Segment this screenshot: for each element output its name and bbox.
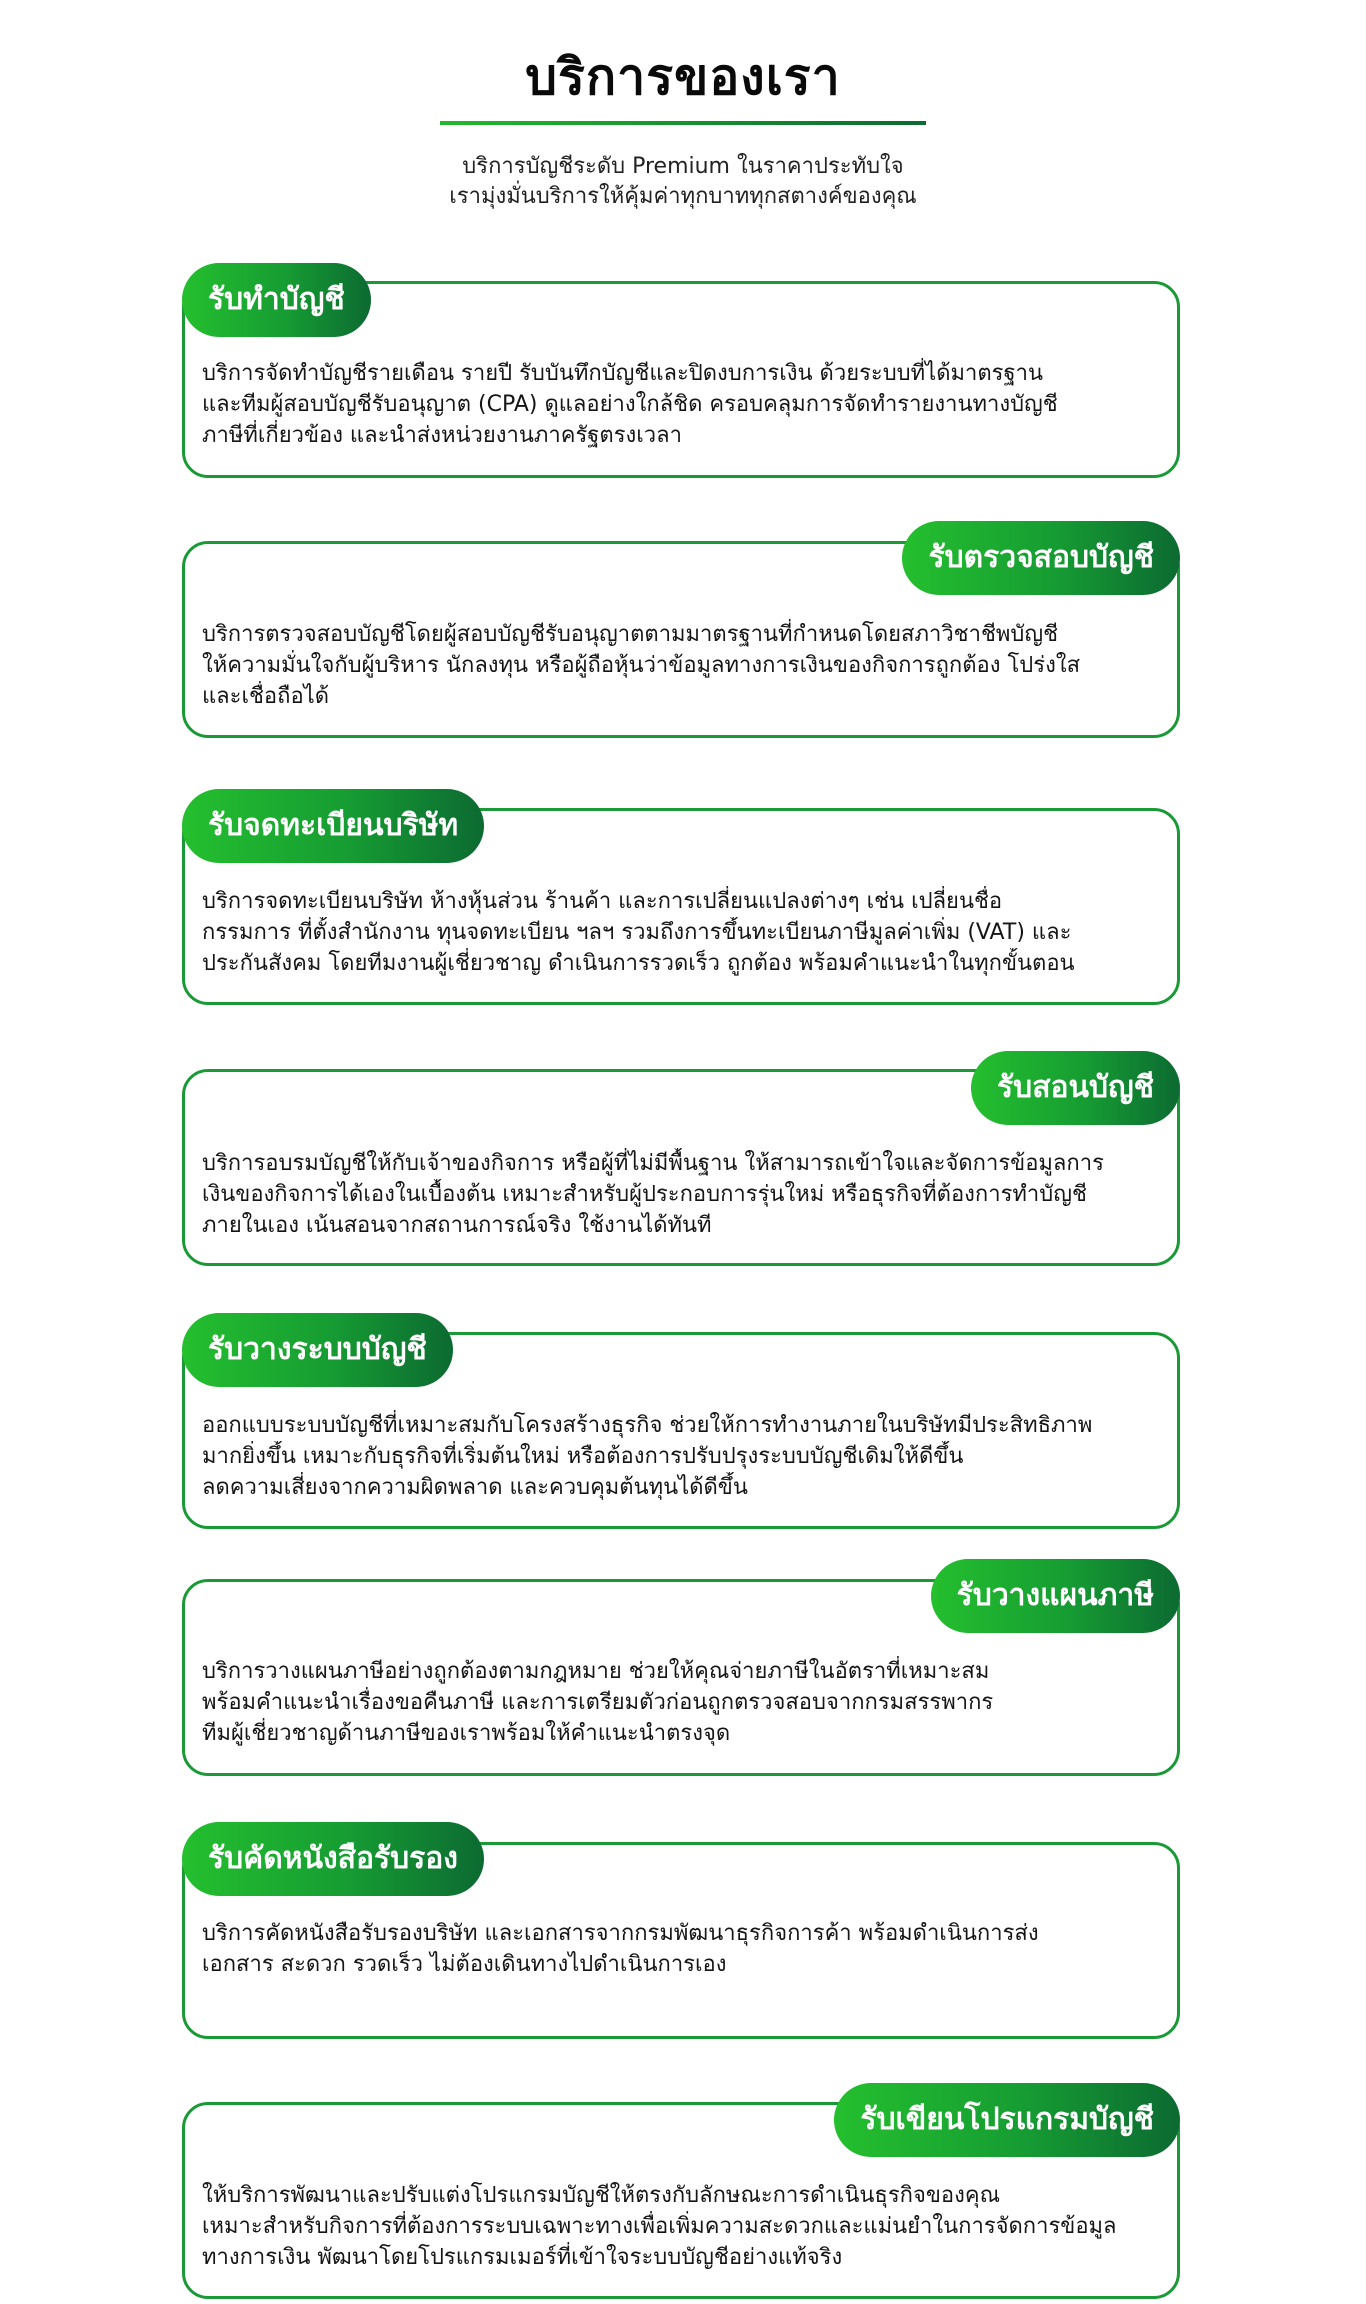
description-line: พร้อมคำแนะนำเรื่องขอคืนภาษี และการเตรียมตัวก่อนถูกตรวจสอบจากกรมสรรพากร	[202, 1690, 994, 1715]
page-title: บริการของเรา	[525, 48, 841, 106]
service-title-badge: รับทำบัญชี	[182, 263, 371, 337]
description-line: เหมาะสำหรับกิจการที่ต้องการระบบเฉพาะทางเพื่อเพิ่มความสะดวกและแม่นยำในการจัดการข้อมูล	[202, 2214, 1117, 2239]
service-description	[202, 1148, 1162, 1241]
service-title-badge: รับจดทะเบียนบริษัท	[182, 789, 484, 863]
description-line: และทีมผู้สอบบัญชีรับอนุญาต (CPA) ดูแลอย่างใกล้ชิด ครอบคลุมการจัดทำรายงานทางบัญชี	[202, 392, 1058, 417]
service-title-badge: รับตรวจสอบบัญชี	[902, 521, 1180, 595]
description-line: ให้ความมั่นใจกับผู้บริหาร นักลงทุน หรือผู้ถือหุ้นว่าข้อมูลทางการเงินของกิจการถูกต้อง โปร่งใส	[202, 653, 1080, 678]
page-subtitle	[0, 152, 1366, 212]
description-line: ออกแบบระบบบัญชีที่เหมาะสมกับโครงสร้างธุรกิจ ช่วยให้การทำงานภายในบริษัทมีประสิทธิภาพ	[202, 1413, 1093, 1438]
description-line: บริการคัดหนังสือรับรองบริษัท และเอกสารจากกรมพัฒนาธุรกิจการค้า พร้อมดำเนินการส่ง	[202, 1921, 1039, 1946]
subtitle-line: บริการบัญชีระดับ Premium ในราคาประทับใจ	[462, 154, 904, 179]
service-description	[202, 886, 1162, 979]
description-line: เอกสาร สะดวก รวดเร็ว ไม่ต้องเดินทางไปดำเนินการเอง	[202, 1952, 727, 1977]
service-description	[202, 1918, 1162, 1980]
subtitle-line: เรามุ่งมั่นบริการให้คุ้มค่าทุกบาททุกสตางค์ของคุณ	[449, 184, 917, 209]
service-description	[202, 358, 1162, 451]
description-line: ประกันสังคม โดยทีมงานผู้เชี่ยวชาญ ดำเนินการรวดเร็ว ถูกต้อง พร้อมคำแนะนำในทุกขั้นตอน	[202, 951, 1075, 976]
service-title-badge: รับคัดหนังสือรับรอง	[182, 1822, 484, 1896]
service-title-badge: รับวางแผนภาษี	[931, 1559, 1180, 1633]
service-description	[202, 619, 1162, 712]
service-description	[202, 1656, 1162, 1749]
description-line: เงินของกิจการได้เองในเบื้องต้น เหมาะสำหรับผู้ประกอบการรุ่นใหม่ หรือธุรกิจที่ต้องการทำบัญชี	[202, 1182, 1087, 1207]
description-line: บริการจัดทำบัญชีรายเดือน รายปี รับบันทึกบัญชีและปิดงบการเงิน ด้วยระบบที่ได้มาตรฐาน	[202, 361, 1043, 386]
service-description	[202, 1410, 1162, 1503]
description-line: ภาษีที่เกี่ยวข้อง และนำส่งหน่วยงานภาครัฐตรงเวลา	[202, 423, 682, 448]
description-line: บริการอบรมบัญชีให้กับเจ้าของกิจการ หรือผู้ที่ไม่มีพื้นฐาน ให้สามารถเข้าใจและจัดการข้อมูลการ	[202, 1151, 1104, 1176]
service-title-badge: รับวางระบบบัญชี	[182, 1313, 453, 1387]
title-underline	[440, 121, 926, 125]
description-line: ภายในเอง เน้นสอนจากสถานการณ์จริง ใช้งานได้ทันที	[202, 1213, 712, 1238]
description-line: กรรมการ ที่ตั้งสำนักงาน ทุนจดทะเบียน ฯลฯ รวมถึงการขึ้นทะเบียนภาษีมูลค่าเพิ่ม (VAT) และ	[202, 920, 1072, 945]
service-title-badge: รับสอนบัญชี	[971, 1051, 1180, 1125]
description-line: ลดความเสี่ยงจากความผิดพลาด และควบคุมต้นทุนได้ดีขึ้น	[202, 1475, 748, 1500]
description-line: บริการจดทะเบียนบริษัท ห้างหุ้นส่วน ร้านค้า และการเปลี่ยนแปลงต่างๆ เช่น เปลี่ยนชื่อ	[202, 889, 1003, 914]
description-line: และเชื่อถือได้	[202, 684, 330, 709]
description-line: บริการวางแผนภาษีอย่างถูกต้องตามกฎหมาย ช่วยให้คุณจ่ายภาษีในอัตราที่เหมาะสม	[202, 1659, 990, 1684]
description-line: ทางการเงิน พัฒนาโดยโปรแกรมเมอร์ที่เข้าใจระบบบัญชีอย่างแท้จริง	[202, 2245, 843, 2270]
service-description	[202, 2180, 1162, 2273]
service-title-badge: รับเขียนโปรแกรมบัญชี	[834, 2083, 1180, 2157]
description-line: มากยิ่งขึ้น เหมาะกับธุรกิจที่เริ่มต้นใหม่ หรือต้องการปรับปรุงระบบบัญชีเดิมให้ดีขึ้น	[202, 1444, 964, 1469]
description-line: บริการตรวจสอบบัญชีโดยผู้สอบบัญชีรับอนุญาตตามมาตรฐานที่กำหนดโดยสภาวิชาชีพบัญชี	[202, 622, 1059, 647]
description-line: ให้บริการพัฒนาและปรับแต่งโปรแกรมบัญชีให้ตรงกับลักษณะการดำเนินธุรกิจของคุณ	[202, 2183, 1000, 2208]
description-line: ทีมผู้เชี่ยวชาญด้านภาษีของเราพร้อมให้คำแนะนำตรงจุด	[202, 1721, 731, 1746]
